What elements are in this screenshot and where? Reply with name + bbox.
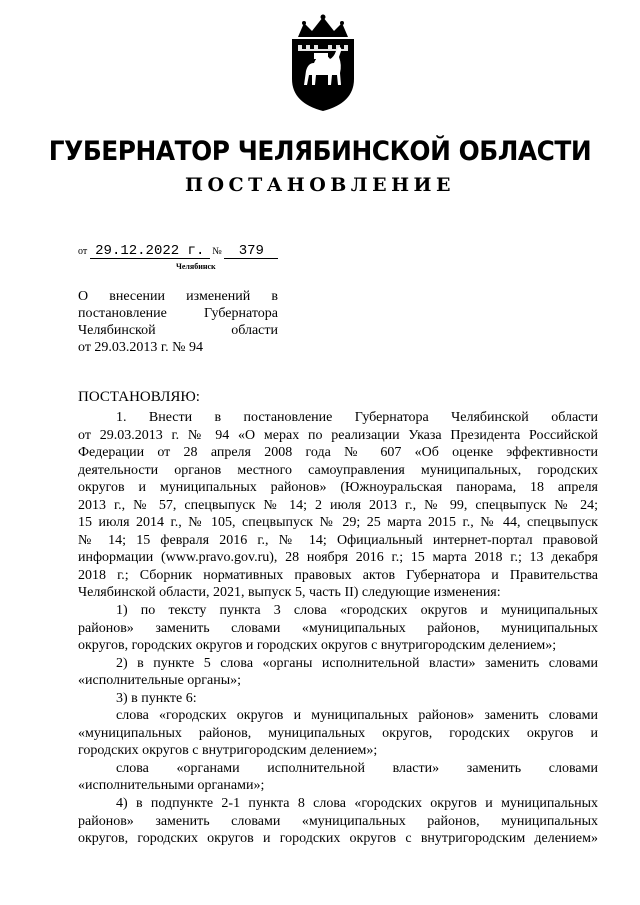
document-number: 379 — [224, 244, 278, 259]
body-line: слова «городских округов и муниципальных районов» заменить словами — [116, 708, 598, 724]
body-line: 2018 г.; Сборник нормативных правовых актов Губернатора и Правительства — [78, 567, 598, 583]
body-line: 3) в пункте 6: — [116, 690, 197, 706]
document-type: ПОСТАНОВЛЕНИЕ — [185, 174, 455, 196]
body-line: районов» заменить словами «муниципальных районов, муниципальных — [78, 813, 598, 829]
subject-line: от 29.03.2013 г. № 94 — [78, 340, 203, 355]
body-line: «муниципальных районов, муниципальных округов, городских округов и — [78, 725, 598, 741]
subject-line: О внесении изменений в — [78, 289, 278, 304]
body-line: округов, городских округов и городских округов с внутригородским делением»; — [78, 638, 557, 654]
body-line: от 29.03.2013 г. № 94 «О мерах по реализации Указа Президента Российской — [78, 427, 598, 443]
body-line: «исполнительные органы»; — [78, 673, 242, 689]
body-line: деятельности органов местного самоуправления муниципальных, городских — [78, 462, 598, 478]
coat-of-arms-emblem — [284, 13, 362, 113]
body-line: 1) по тексту пункта 3 слова «городских округов и муниципальных — [116, 603, 598, 619]
body-line: 2) в пункте 5 слова «органы исполнительной власти» заменить словами — [116, 655, 598, 671]
body-line: 2013 г., № 57, спецвыпуск № 14; 2 июля 2013 г., № 99, спецвыпуск № 24; — [78, 497, 598, 513]
body-line: 1. Внести в постановление Губернатора Челябинской области — [116, 410, 598, 425]
body-line: городских округов с внутригородским делением»; — [78, 743, 378, 759]
body-line: районов» заменить словами «муниципальных районов, муниципальных — [78, 620, 598, 636]
body-line: информации (www.pravo.gov.ru), 28 ноября 2016 г.; 15 марта 2018 г.; 13 декабря — [78, 550, 598, 566]
date-number-line — [78, 244, 278, 259]
subject-line: Челябинской области — [78, 323, 278, 338]
body-line: 4) в подпункте 2-1 пункта 8 слова «городских округов и муниципальных — [116, 796, 598, 812]
body-line: слова «органами исполнительной власти» заменить словами — [116, 760, 598, 776]
city-name: Челябинск — [176, 262, 216, 271]
body-line: 15 июля 2014 г., № 105, спецвыпуск № 29; 25 марта 2015 г., № 44, спецвыпуск — [78, 515, 598, 531]
document-date: 29.12.2022 г. — [90, 244, 210, 259]
body-text — [78, 409, 598, 848]
number-label: № — [212, 246, 222, 257]
body-line: округов и муниципальных районов» (Южноуральская панорама, 18 апреля — [78, 480, 598, 496]
decree-word: ПОСТАНОВЛЯЮ: — [78, 389, 200, 405]
body-line: округов, городских округов и городских округов с внутригородским делением» — [78, 831, 598, 847]
body-line: Федерации от 28 апреля 2008 года № 607 «Об оценке эффективности — [78, 445, 598, 461]
body-line: «исполнительными органами»; — [78, 778, 265, 794]
subject-line: постановление Губернатора — [78, 306, 278, 321]
subject-block — [78, 288, 278, 356]
body-line: № 14; 15 февраля 2016 г., № 14; Официальный интернет-портал правовой — [78, 532, 598, 548]
from-label: от — [78, 246, 88, 257]
issuer-title: ГУБЕРНАТОР ЧЕЛЯБИНСКОЙ ОБЛАСТИ — [48, 136, 592, 167]
body-line: Челябинской области, 2021, выпуск 5, часть II) следующие изменения: — [78, 585, 501, 601]
